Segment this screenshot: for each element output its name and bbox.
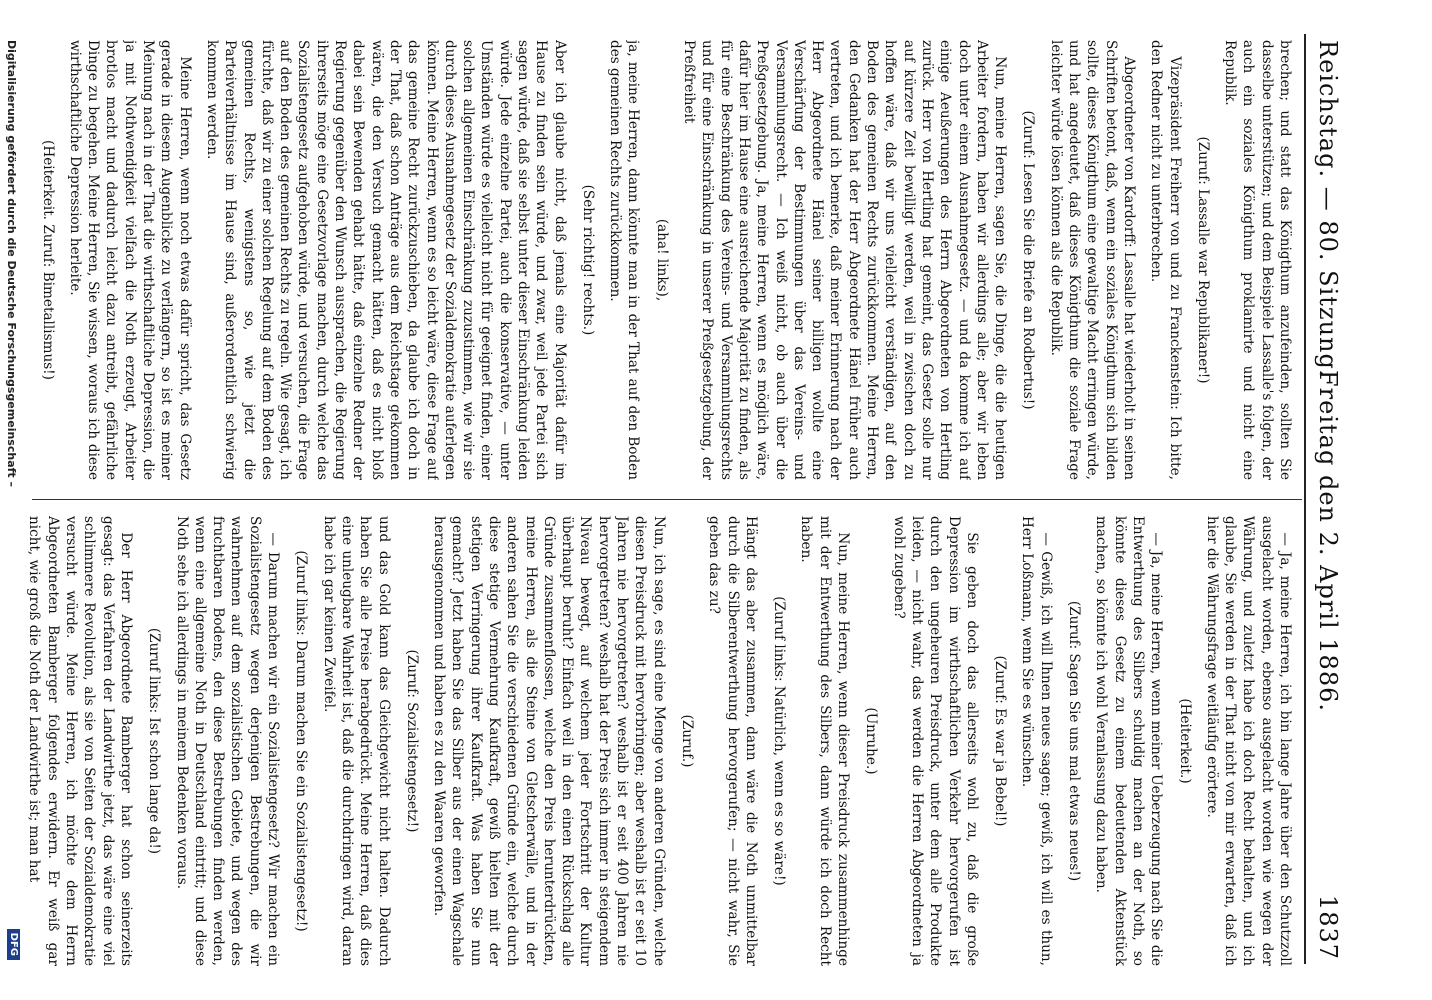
interjection: (Zuruf: Lesen Sie die Briefe an Rodbertus!) <box>1020 110 1037 410</box>
header-left: Reichstag. — 80. Sitzung. <box>1314 40 1342 379</box>
paragraph: Sie geben doch das allerseits wohl zu, daß die große Depression im wirthschaftlichen Verkehr hervorgerufen ist durch den ungeheuren Preisdruck, unter dem alle Produkte leiden, — nicht wahr, das werden die Herren Abgeordneten ja wohl zugeben? <box>890 516 980 966</box>
right-column <box>24 516 1294 966</box>
left-column <box>24 40 1294 480</box>
page-number: 1837 <box>1314 894 1342 960</box>
paragraph: — Ja, meine Herren, wenn meiner Ueberzeugung nach Sie die Entwerthung des Silbers schuldig machen an der Noth, so könnte dieses Gesetz zu einem bedeutenden Aktenstück machen, so könnte ich wohl Veranlassung dazu haben. <box>1093 516 1165 966</box>
paragraph: brechen; und statt das Königthum anzufeinden, sollten Sie dasselbe unterstützen; und dem Beispiele Lassalle's folgen, der auch ein soziales Königthum proklamirte und nicht eine Republik. <box>1222 40 1293 480</box>
interjection: (Heiterkeit. Zuruf: Bimetallismus!) <box>39 140 56 380</box>
column-divider <box>32 499 1302 500</box>
header-date: Freitag den 2. April 1886. <box>1314 370 1342 712</box>
page-header <box>1302 0 1342 1000</box>
interjection: (Zuruf links: Darum machen Sie ein Sozialistengesetz!) <box>293 550 310 932</box>
interjection: (Zuruf links: Ist schon lange da!) <box>146 627 163 855</box>
paragraph: Nun, meine Herren, wenn dieser Preisdruck zusammenhinge mit der Entwerthung des Silbers, dann würde ich doch Recht haben. <box>798 516 852 966</box>
paragraph: und das Gold kann das Gleichgewicht nicht halten. Dadurch haben Sie alle Preise herabgedrückt. Meine Herren, daß dies eine unleugbare Wahrheit ist, daß die durchdringen wird, daran habe ich gar keinen Zweifel. <box>320 516 392 966</box>
paragraph: Vizepräsident Freiherr von und zu Franckenstein: Ich bitte, den Redner nicht zu unterbrechen. <box>1148 40 1183 480</box>
interjection: (aha! links), <box>653 218 670 302</box>
paragraph: Der Herr Abgeordnete Bamberger hat schon seinerzeits gesagt: das Verfahren der Landwirthe jetzt, das wäre eine viel schlimmere Revolution, als sie von Seiten der Sozialdemokratie versucht würde. Meine Herren, ich möchte dem Herrn Abgeordneten Bamberger folgendes erwidern. Er weiß gar nicht, wie groß die Noth der Landwirthe ist; man hat <box>26 516 134 966</box>
paragraph: Nun, ich sage, es sind eine Menge von anderen Gründen, welche diesen Preisdruck mit hervorbringen; aber weshalb ist er seit 10 Jahren nie hervorgetreten? weshalb ist er seit 400 Jahren nie hervorgetreten? weshalb hat der Preis sich immer in steigendem Niveau bewegt, auf welchem jeder Fortschritt der Kultur überhaupt beruht? Einfach weil in den einen Rückschlag alle Gründe zusammenflossen, welche den Preis herunterdrückten, meine Herren, als die Steine von Gletscherwälle, und in der anderen sahen Sie die verschiedenen Gründe ein, welche durch diese stetige Vermehrung Kaufkraft, gewiß hielten mit der stetigen Verringerung ihrer Kaufkraft. Was haben Sie nun gemacht? Jetzt haben Sie das Silber aus der einen Wagschale herausgenommen und haben es zu den Waaren geworfen. <box>431 516 667 966</box>
paragraph: Aber ich glaube nicht, daß jemals eine Majorität dafür im Hause zu finden sein würde, und zwar, weil jede Partei sich sagen würde, daß sie selbst unter dieser Einschränkung leiden würde. Jede einzelne Partei, auch die konservative, — unter Umständen würde es vielleicht nicht für geeignet finden, einer solchen allgemeinen Einschränkung zuzustimmen, wie wir sie durch dieses Ausnahmegesetz der Sozialdemokratie auferlegen können. Meine Herren, wenn es so leicht wäre, diese Frage auf das gemeine Recht zurückzuschieben, da glaube ich doch in der That, daß schon Anträge aus dem Reichstage gekommen wären, die den Versuch gemacht hätten, daß es nicht bloß dabei sein Bewenden gehabt hätte, daß einzelne Redner der Regierung gegenüber den Wunsch aussprachen, die Regierung ihrerseits möge eine Gesetzvorlage machen, durch welche das Sozialistengesetz aufgehoben würde, und versuchen, die Frage auf den Boden des gemeinen Rechts zu regeln. Wie gesagt, ich fürchte, daß wir zu einer solchen Regelung auf dem Boden des gemeinen Rechts, wenigstens so, wie jetzt die Parteiverhältnisse im Hause sind, außerordentlich schwierig kommen werden. <box>203 40 568 480</box>
interjection: (Unruhe.) <box>863 707 880 775</box>
interjection: (Heiterkeit.) <box>1176 698 1193 784</box>
paragraph: Meine Herren, wenn noch etwas dafür spricht, das Gesetz gerade in diesem Augenblicke zu verlängern, so ist es meiner Meinung nach in der That die wirthschaftliche Depression, die ja mit Nothwendigkeit vielfach die Noth erzeugt, Arbeiter brotlos macht und dadurch leicht dazu antreibt, gefährliche Dinge zu begehen. Meine Herren, Sie wissen, woraus ich diese wirthschaftliche Depression herleite. <box>66 40 193 480</box>
interjection: (Zuruf: Sagen Sie uns mal etwas neues!) <box>1066 600 1083 882</box>
paragraph: ja, meine Herren, dann könnte man in der That auf den Boden des gemeinen Rechts zurückkommen. <box>607 40 642 480</box>
interjection: (Zuruf: Es war ja Bebel!) <box>992 655 1009 827</box>
interjection: (Sehr richtig! rechts.) <box>579 184 596 336</box>
interjection: (Zuruf: Lassalle war Republikaner!) <box>1194 136 1211 384</box>
dfg-badge: DFG <box>7 929 20 960</box>
paragraph: Nun, meine Herren, sagen Sie, die Dinge, die die heutigen Arbeiter fordern, haben wir allerdings alle; aber wir leben doch unter einem Ausnahmegesetz. — und da komme ich auf einige Aeußerungen des Herrn Abgeordneten von Hertling zurück. Herr von Hertling hat gemeint, das Gesetz solle nur auf kürzere Zeit bewilligt werden, weil in zwischen doch zu hoffen wäre, daß wir uns vielleicht verständigen, auf den Boden des gemeinen Rechts zurückkommen. Meine Herren, den Gedanken hat der Herr Abgeordnete Hänel früher auch vertreten, und ich bemerke, daß meiner Erinnerung nach der Herr Abgeordnete Hänel seiner billigen wollte eine Verschärfung der Bestimmungen über das Vereins- und Versammlungsrecht. — Ich weiß nicht, ob auch über die Preßgesetzgebung. Ja, meine Herren, wenn es möglich wäre, dafür hier im Hause eine ausreichende Majorität zu finden, als für eine Beschränkung des Vereins- und Versammlungsrechts und für eine Einschränkung in unserer Preßgesetzgebung, der Preßfreiheit <box>681 40 1009 480</box>
interjection: (Zuruf.) <box>678 714 695 768</box>
paragraph: — Gewiß, ich will Ihnen neues sagen; gewiß, ich will es thun, Herr Loßmann, wenn Sie es wünschen. <box>1019 516 1054 966</box>
digitization-footer <box>5 40 18 960</box>
paragraph: Abgeordneter von Kardorff: Lassalle hat wiederholt in seinen Schriften betont, daß, wenn ein soziales Königthum sich bilden sollte, dieses Königthum eine gewaltige Macht erringen würde, und hat angedeutet, daß dieses Königthum die soziale Frage leichter würde lösen können als die Republik. <box>1047 40 1137 480</box>
footer-text: Digitalisierung gefördert durch die Deutsche Forschungsgemeinschaft – <box>5 40 18 487</box>
paragraph: Hängt das aber zusammen, dann wäre die Noth unmittelbar durch die Silberentwerthung hervorgerufen; — nicht wahr, Sie geben das zu? <box>706 516 759 966</box>
interjection: (Zuruf links: Natürlich, wenn es so wäre!) <box>771 596 788 886</box>
header-rule <box>1304 34 1306 964</box>
paragraph: — Ja, meine Herren, ich bin lange Jahre über den Schutzzoll ausgelacht worden, ebenso ausgelacht worden wie wegen der Währung, und zuletzt habe ich doch Recht behalten, und ich glaube, Sie werden in der That nicht von mir erwarten, daß ich hier die Währungsfrage weitläufig erörtere. <box>1203 516 1293 966</box>
paragraph: — Darum machen wir ein Sozialistengesetz? Wir machen ein Sozialistengesetz wegen derjenigen Bestrebungen, die wir wahrnehmen auf dem sozialistischen Gebiete, und wegen des fruchtbaren Bodens, den diese Bestrebungen finden werden, wenn eine allgemeine Noth in Deutschland eintritt; und diese Noth sehe ich allerdings in meinem Bedenken voraus. <box>173 516 282 966</box>
interjection: (Zuruf: Sozialistengesetz!) <box>403 649 420 833</box>
